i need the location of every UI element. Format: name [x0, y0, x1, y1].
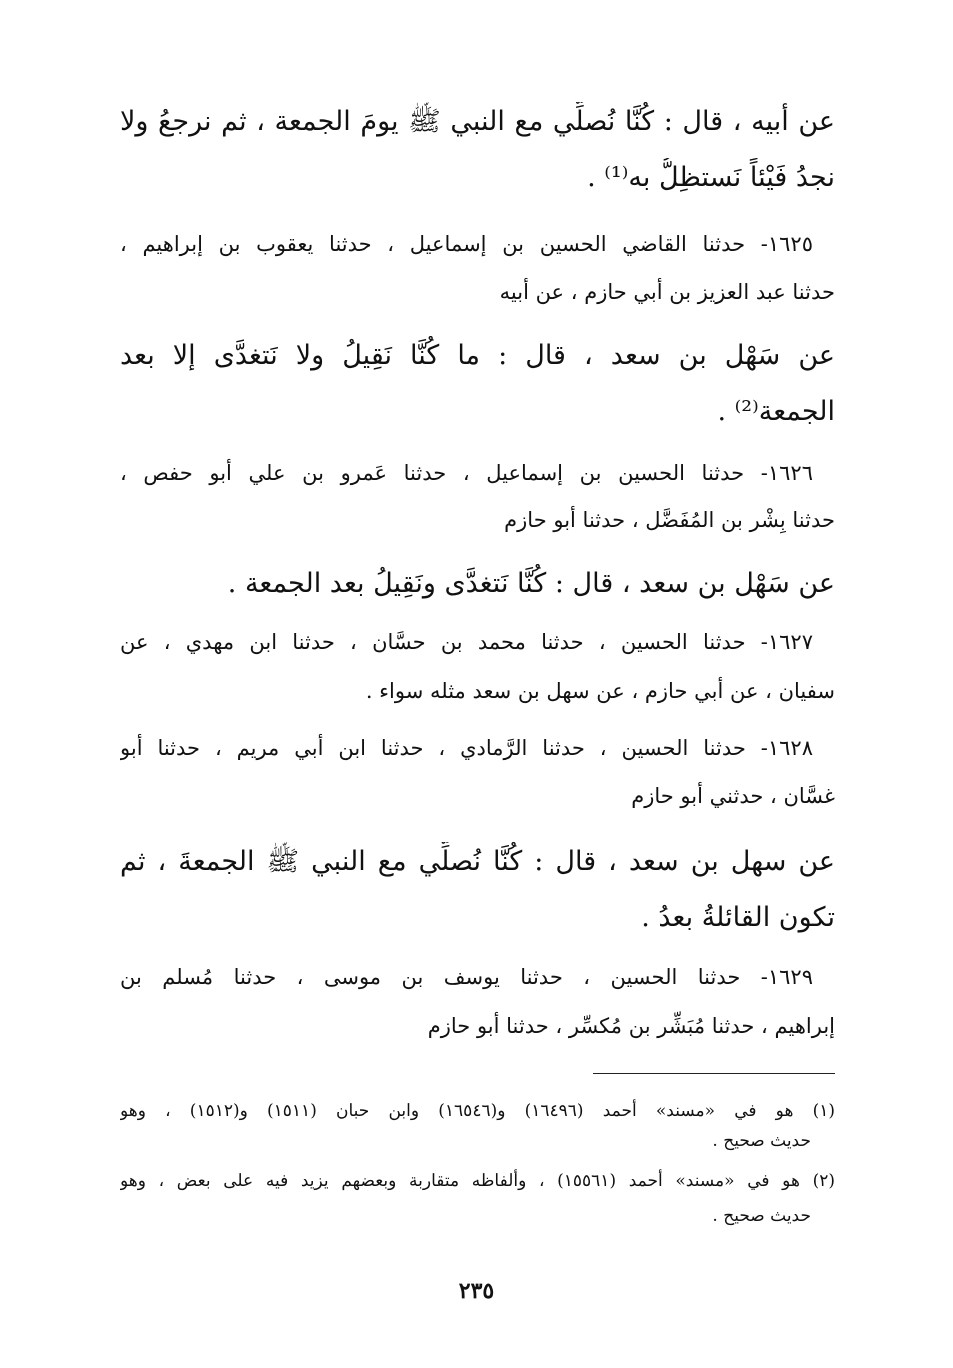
text-line: الجمعة⁽²⁾ . [717, 396, 835, 427]
isnad-line: غسَّان ، حدثني أبو حازم [631, 784, 835, 808]
footnote-line: حديث صحيح . [712, 1206, 811, 1226]
footnote-line: حديث صحيح . [712, 1131, 811, 1151]
isnad-line: سفيان ، عن أبي حازم ، عن سهل بن سعد مثله سواء . [365, 679, 835, 703]
text-line: عن أبيه ، قال : كُنَّا نُصلِّي مع النبي ﷺ يومَ الجمعة ، ثم نرجعُ ولا [120, 106, 835, 137]
isnad-line: ١٦٢٦- حدثنا الحسين بن إسماعيل ، حدثنا عَمرو بن علي أبو حفص ، [120, 461, 813, 485]
text-line: عن سهل بن سعد ، قال : كُنَّا نُصلِّي مع النبي ﷺ الجمعةَ ، ثم [120, 846, 835, 877]
footnote-line: (٢) هو في «مسند» أحمد (١٥٥٦١) ، وألفاظه متقاربة وبعضهم يزيد فيه على بعض ، وهو [120, 1171, 835, 1191]
text-line: تكون القائلةُ بعدُ . [641, 902, 835, 933]
isnad-line: حدثنا عبد العزيز بن أبي حازم ، عن أبيه [499, 280, 835, 304]
isnad-line: إبراهيم ، حدثنا مُبَشِّر بن مُكسِّر ، حدثنا أبو حازم [427, 1014, 835, 1038]
text-line: عن سَهْل بن سعد ، قال : كُنَّا نَتغدَّى ونَقِيلُ بعد الجمعة . [227, 568, 835, 599]
footnote-line: (١) هو في «مسند» أحمد (١٦٤٩٦) و(١٦٥٤٦) وابن حبان (١٥١١) و(١٥١٢) ، وهو [120, 1101, 835, 1121]
isnad-line: حدثنا بِشْر بن المُفَضَّل ، حدثنا أبو حازم [504, 508, 835, 532]
isnad-line: ١٦٢٨- حدثنا الحسين ، حدثنا الرَّمادي ، حدثنا ابن أبي مريم ، حدثنا أبو [120, 736, 813, 760]
isnad-line: ١٦٢٧- حدثنا الحسين ، حدثنا محمد بن حسَّان ، حدثنا ابن مهدي ، عن [120, 630, 813, 654]
text-line: نجدُ فَيْئاً نَستظِلُّ به⁽¹⁾ . [587, 162, 835, 193]
isnad-line: ١٦٢٥- حدثنا القاضي الحسين بن إسماعيل ، حدثنا يعقوب بن إبراهيم ، [120, 232, 813, 256]
isnad-line: ١٦٢٩- حدثنا الحسين ، حدثنا يوسف بن موسى ، حدثنا مُسلم بن [120, 965, 813, 989]
page-number: ٢٣٥ [458, 1278, 495, 1304]
text-line: عن سَهْل بن سعد ، قال : ما كُنَّا نَقِيلُ ولا نَتغدَّى إلا بعد [120, 340, 835, 371]
footnote-separator [593, 1073, 835, 1074]
